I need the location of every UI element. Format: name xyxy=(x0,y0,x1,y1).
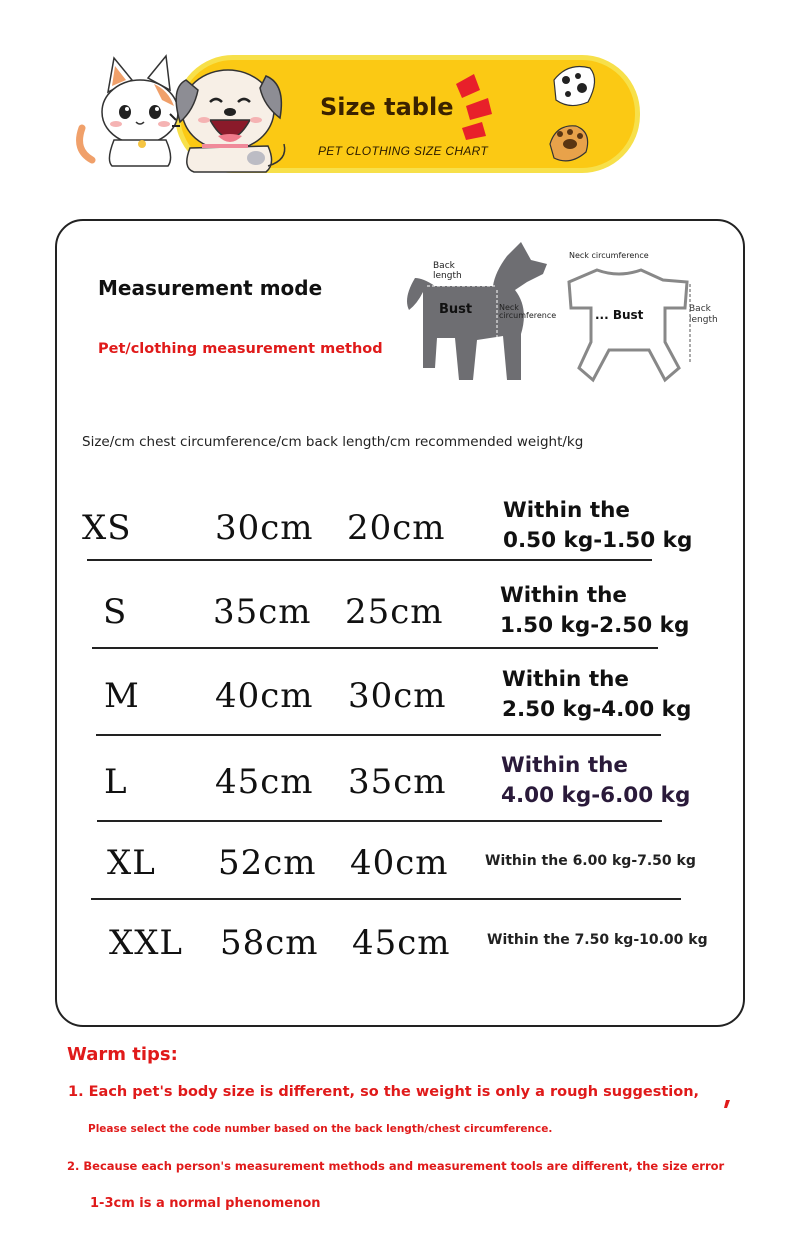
chest-xs: 30cm xyxy=(215,508,314,548)
back-xxl: 45cm xyxy=(352,923,451,963)
weight-xs-line2: 0.50 kg-1.50 kg xyxy=(503,528,693,553)
dog-back-length-label-2: length xyxy=(433,271,462,281)
weight-l-line2: 4.00 kg-6.00 kg xyxy=(501,783,691,808)
weight-s-line2: 1.50 kg-2.50 kg xyxy=(500,613,690,638)
clothing-outline-icon xyxy=(569,270,687,380)
cat-icon xyxy=(80,56,178,166)
size-xxl: XXL xyxy=(109,923,183,963)
chest-xl: 52cm xyxy=(218,843,317,883)
back-xs: 20cm xyxy=(347,508,446,548)
chest-m: 40cm xyxy=(215,676,314,716)
size-l: L xyxy=(104,762,128,802)
tip-2-detail: 1-3cm is a normal phenomenon xyxy=(90,1196,321,1211)
row-divider xyxy=(97,820,662,822)
row-divider xyxy=(91,898,681,900)
size-xl: XL xyxy=(107,843,156,883)
size-xs: XS xyxy=(82,508,132,548)
row-divider xyxy=(92,647,658,649)
dog-neck-label-2: circumference xyxy=(499,311,557,320)
weight-s-line1: Within the xyxy=(500,583,627,608)
size-s: S xyxy=(103,592,128,632)
chest-xxl: 58cm xyxy=(220,923,319,963)
size-table-banner xyxy=(70,40,650,185)
chest-s: 35cm xyxy=(213,592,312,632)
weight-m-line2: 2.50 kg-4.00 kg xyxy=(502,697,692,722)
tip-1-detail: Please select the code number based on the back length/chest circumference. xyxy=(88,1123,553,1135)
measurement-subtitle: Pet/clothing measurement method xyxy=(98,341,383,357)
warm-tips-title: Warm tips: xyxy=(67,1044,178,1065)
tip-2: 2. Because each person's measurement methods and measurement tools are different, the size error xyxy=(67,1159,725,1173)
measurement-diagram xyxy=(395,238,735,388)
weight-xs-line1: Within the xyxy=(503,498,630,523)
clothing-bust-label: ... Bust xyxy=(595,308,644,322)
size-m: M xyxy=(104,676,140,716)
weight-xl: Within the 6.00 kg-7.50 kg xyxy=(485,853,696,869)
banner-subtitle: PET CLOTHING SIZE CHART xyxy=(318,144,489,158)
back-m: 30cm xyxy=(348,676,447,716)
measurement-title: Measurement mode xyxy=(98,276,323,300)
dog-back-length-label-1: Back xyxy=(433,261,455,271)
back-xl: 40cm xyxy=(350,843,449,883)
weight-l-line1: Within the xyxy=(501,753,628,778)
row-divider xyxy=(96,734,661,736)
table-header: Size/cm chest circumference/cm back length/cm recommended weight/kg xyxy=(82,434,584,450)
weight-m-line1: Within the xyxy=(502,667,629,692)
weight-xxl: Within the 7.50 kg-10.00 kg xyxy=(487,932,708,948)
chest-l: 45cm xyxy=(215,762,314,802)
dog-bust-label: Bust xyxy=(439,302,473,317)
red-accent-icon xyxy=(456,74,492,140)
clothing-back-length-label-2: length xyxy=(689,315,718,325)
dog-icon xyxy=(170,70,285,172)
clothing-neck-label: Neck circumference xyxy=(569,251,649,260)
row-divider xyxy=(87,559,652,561)
dog-neck-label-1: Neck xyxy=(499,303,519,312)
back-l: 35cm xyxy=(348,762,447,802)
back-s: 25cm xyxy=(345,592,444,632)
red-mark-icon xyxy=(722,1098,732,1110)
banner-title: Size table xyxy=(320,93,454,121)
clothing-back-length-label-1: Back xyxy=(689,304,711,314)
tip-1: 1. Each pet's body size is different, so the weight is only a rough suggestion, xyxy=(68,1084,700,1100)
paw-icon xyxy=(550,67,595,161)
